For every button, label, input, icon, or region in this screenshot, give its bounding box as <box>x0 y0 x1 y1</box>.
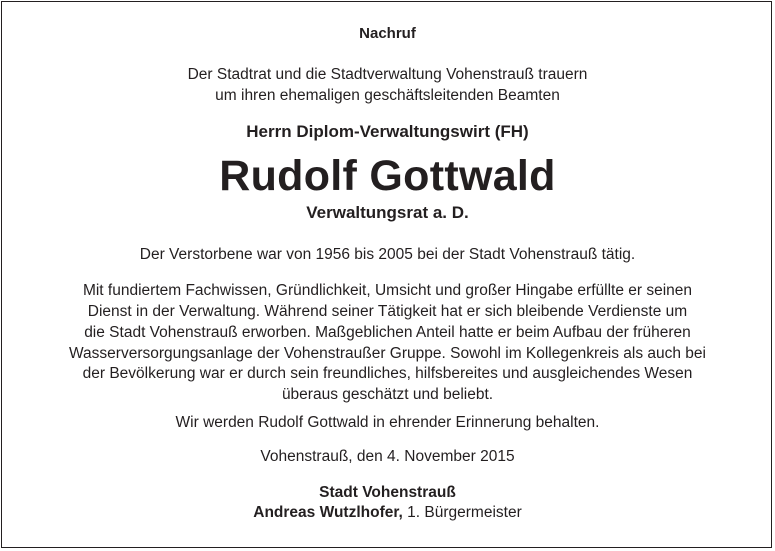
remembrance-line: Wir werden Rudolf Gottwald in ehrender Erinnerung behalten. <box>175 414 600 431</box>
service-period: Der Verstorbene war von 1956 bis 2005 bei der Stadt Vohenstrauß tätig. <box>139 246 636 263</box>
notice-heading: Nachruf <box>359 25 416 42</box>
place-date: Vohenstrauß, den 4. November 2015 <box>260 448 515 465</box>
signature-role: 1. Bürgermeister <box>407 504 522 521</box>
tribute-line-2: Dienst in der Verwaltung. Während seiner Tätigkeit hat er sich bleibende Verdienste um <box>87 303 688 320</box>
tribute-line-4: Wasserversorgungsanlage der Vohenstraußer Gruppe. Sowohl im Kollegenkreis als auch bei <box>69 345 706 362</box>
tribute-line-1: Mit fundiertem Fachwissen, Gründlichkeit, Umsicht und großer Hingabe erfüllte er seinen <box>82 282 693 299</box>
deceased-name: Rudolf Gottwald <box>219 152 556 200</box>
tribute-line-6: überaus geschätzt und beliebt. <box>281 386 494 403</box>
rank-title: Verwaltungsrat a. D. <box>306 203 469 222</box>
intro-line-1: Der Stadtrat und die Stadtverwaltung Vohenstrauß trauern <box>187 66 588 83</box>
tribute-line-3: die Stadt Vohenstrauß erworben. Maßgeblichen Anteil hatte er beim Aufbau der früheren <box>84 324 691 341</box>
intro-line-2: um ihren ehemaligen geschäftsleitenden Beamten <box>215 87 560 104</box>
signature-line <box>0 503 775 523</box>
honorific-title: Herrn Diplom-Verwaltungswirt (FH) <box>246 122 529 141</box>
signature-organization: Stadt Vohenstrauß <box>319 484 456 501</box>
tribute-line-5: der Bevölkerung war er durch sein freundliches, hilfsbereites und ausgleichendes Wesen <box>82 365 693 382</box>
signature-person: Andreas Wutzlhofer, <box>253 504 403 521</box>
